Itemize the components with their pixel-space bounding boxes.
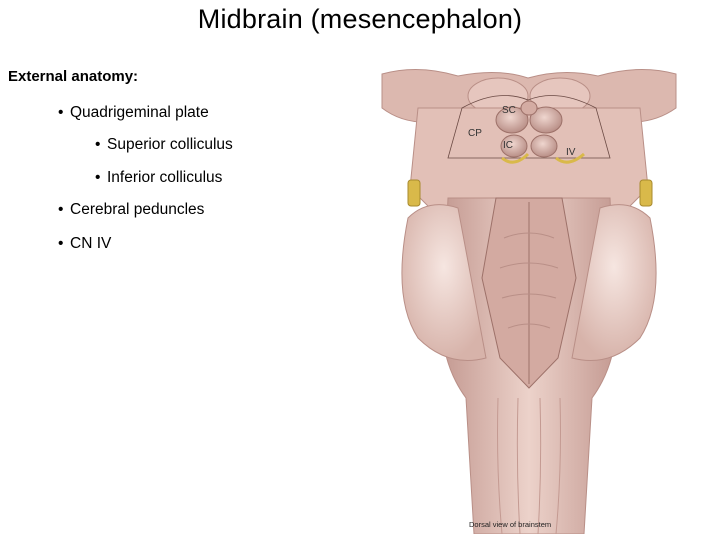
bullet-cerebral-peduncles — [58, 201, 204, 219]
slide-title: Midbrain (mesencephalon) — [197, 4, 523, 34]
brainstem-illustration — [378, 68, 680, 534]
bullet-marker: • — [58, 201, 64, 218]
bullet-marker: • — [58, 104, 64, 121]
bullet-marker: • — [58, 235, 64, 252]
bullet-cn-iv — [58, 235, 111, 253]
bullet-text: CN IV — [70, 235, 112, 252]
bullet-quadrigeminal-plate — [58, 104, 209, 122]
brainstem-drawing — [378, 68, 680, 534]
figure-caption: Dorsal view of brainstem — [469, 520, 552, 529]
bullet-text: Superior colliculus — [107, 136, 233, 153]
label-cerebral-peduncle: CP — [468, 128, 482, 139]
bullet-text: Inferior colliculus — [107, 169, 223, 186]
label-cn-iv: IV — [566, 147, 576, 158]
section-heading: External anatomy: — [8, 68, 139, 85]
bullet-superior-colliculus — [95, 136, 233, 154]
bullet-inferior-colliculus — [95, 169, 222, 187]
bullet-text: Quadrigeminal plate — [70, 104, 209, 121]
label-superior-colliculus: SC — [502, 105, 516, 116]
label-inferior-colliculus: IC — [503, 140, 513, 151]
bullet-marker: • — [95, 136, 101, 153]
bullet-marker: • — [95, 169, 101, 186]
bullet-text: Cerebral peduncles — [70, 201, 205, 218]
